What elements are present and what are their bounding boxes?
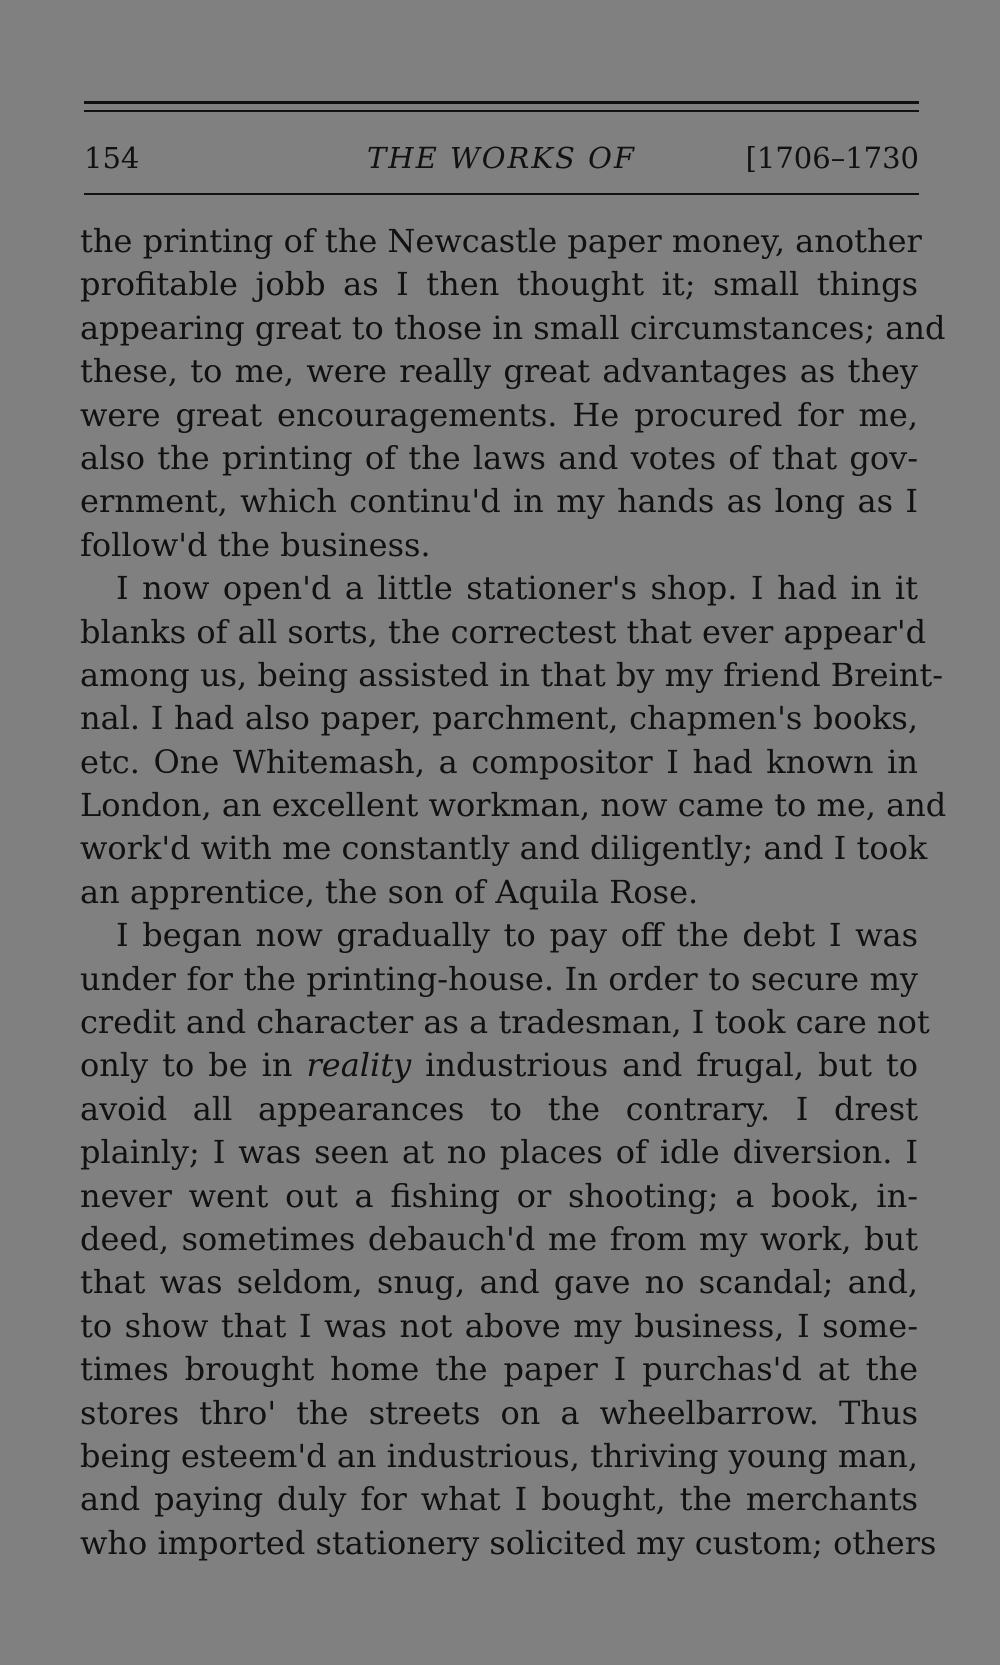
text-line: ernment, which continu'd in my hands as long as I [80, 482, 918, 521]
text-line: these, to me, were really great advantages as they [80, 352, 918, 391]
text-line: I began now gradually to pay off the debt I was [116, 916, 918, 955]
running-title: THE WORKS OF [366, 141, 637, 175]
body-text [80, 220, 947, 1565]
text-segment: industrious and frugal, but to [411, 1046, 919, 1085]
text-line: to show that I was not above my business, I some- [80, 1306, 918, 1345]
text-line: also the printing of the laws and votes of that gov- [80, 438, 918, 477]
header-bottom-rule [84, 193, 919, 195]
text-line: were great encouragements. He procured for me, [80, 395, 918, 434]
date-range: [1706–1730 [745, 141, 919, 175]
header-top-rule-inner [84, 110, 919, 112]
text-line [80, 1044, 918, 1087]
text-line: among us, being assisted in that by my friend Breint- [80, 655, 944, 694]
page-number: 154 [84, 141, 140, 175]
text-line: and paying duly for what I bought, the merchants [80, 1480, 918, 1519]
text-line: deed, sometimes debauch'd me from my work, but [80, 1219, 918, 1258]
text-line: profitable jobb as I then thought it; small things [80, 265, 918, 304]
text-line: never went out a fishing or shooting; a book, in- [80, 1176, 918, 1215]
text-line: that was seldom, snug, and gave no scandal; and, [80, 1263, 918, 1302]
text-line: under for the printing-house. In order to secure my [80, 959, 918, 998]
text-line: follow'd the business. [80, 525, 431, 564]
text-segment: only to be in [80, 1046, 307, 1085]
text-line: avoid all appearances to the contrary. I drest [80, 1089, 918, 1128]
text-line: being esteem'd an industrious, thriving young man, [80, 1436, 919, 1475]
text-line: who imported stationery solicited my custom; others [80, 1523, 937, 1562]
text-line: plainly; I was seen at no places of idle diversion. I [80, 1133, 918, 1172]
text-line: stores thro' the streets on a wheelbarrow. Thus [80, 1393, 918, 1432]
italic-word: reality [306, 1046, 412, 1085]
text-line: nal. I had also paper, parchment, chapmen's books, [80, 699, 918, 738]
text-line: etc. One Whitemash, a compositor I had known in [80, 742, 918, 781]
text-line: work'd with me constantly and diligently; and I took [80, 829, 928, 868]
text-line: the printing of the Newcastle paper money, another [80, 222, 922, 260]
text-line: an apprentice, the son of Aquila Rose. [80, 872, 699, 911]
header-top-rule [84, 101, 919, 104]
text-line: London, an excellent workman, now came to me, and [80, 786, 947, 825]
text-line: credit and character as a tradesman, I took care not [80, 1003, 930, 1042]
text-line: appearing great to those in small circumstances; and [80, 308, 946, 347]
text-line: I now open'd a little stationer's shop. I had in it [116, 569, 918, 608]
text-line: blanks of all sorts, the correctest that ever appear'd [80, 612, 927, 651]
text-line: times brought home the paper I purchas'd at the [80, 1350, 918, 1389]
running-header [84, 138, 919, 178]
